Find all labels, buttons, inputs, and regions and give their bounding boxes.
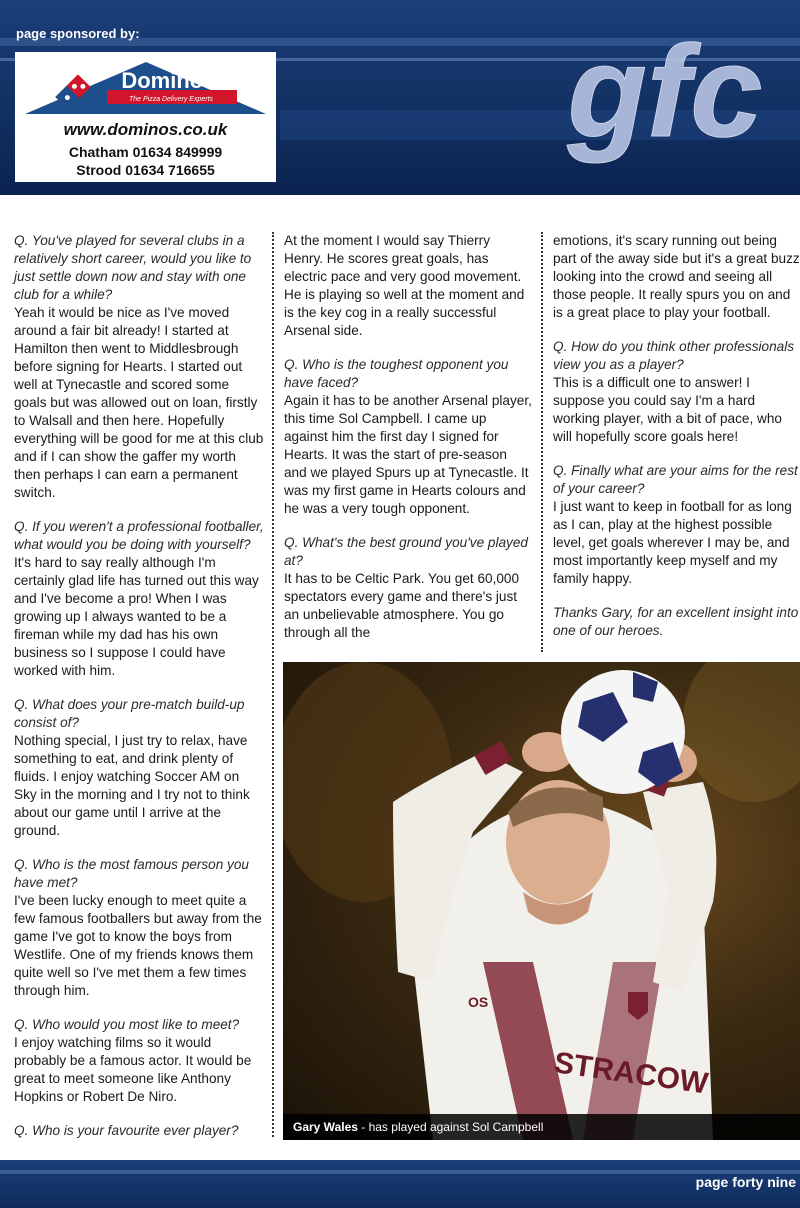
caption-name: Gary Wales [293,1120,358,1134]
page-number: page forty nine [695,1174,796,1190]
closing-note: Thanks Gary, for an excellent insight into one of our heroes. [553,605,799,638]
sponsor-brand: Domino's [121,68,221,93]
answer: Nothing special, I just try to relax, have something to eat, and drink plenty of fluids. I enjoy watching Soccer AM on Sky in the morning and I try not to think about our game until I arrive at the ground. [14,733,250,838]
club-logo-text: gfc [567,18,763,164]
sponsor-ad [15,52,276,182]
question: Q. What's the best ground you've played at? [284,535,528,568]
photo-caption [283,1114,800,1140]
question: Q. Who would you most like to meet? [14,1017,240,1032]
column-divider [272,232,274,1137]
answer: It's hard to say really although I'm certainly glad life has turned out this way and I've become a pro! When I was growing up I always wanted to be a fireman while my dad has his own business so I suppose I could have worked with him. [14,555,259,678]
question: Q. You've played for several clubs in a relatively short career, would you like to just settle down now and stay with one club for a while? [14,233,252,302]
question: Q. Who is the toughest opponent you have faced? [284,357,509,390]
column-divider [541,232,543,652]
player-illustration [283,662,800,1140]
article-column-2 [284,232,532,658]
question: Q. Who is your favourite ever player? [14,1123,239,1138]
answer: It has to be Celtic Park. You get 60,000 spectators every game and there's just an unbelievable atmosphere. You go through all the [284,571,520,640]
answer: At the moment I would say Thierry Henry. He scores great goals, has electric pace and very good movement. He is playing so well at the moment and is the key cog in a really successful Arsenal side. [284,233,525,338]
question: Q. If you weren't a professional footballer, what would you be doing with yourself? [14,519,264,552]
dominos-logo [21,58,270,118]
question: Q. Finally what are your aims for the rest of your career? [553,463,798,496]
answer: Yeah it would be nice as I've moved around a fair bit already! I started at Hamilton then went to Middlesbrough before signing for Hearts. I started out well at Tynecastle and scored some goals but was allowed out on loan, firstly to Walsall and then here. Hopefully everything will be good for me at this club and if I can show the gaffer my worth then perhaps I can earn a permanent switch. [14,305,264,500]
shirt-sponsor-text: STRACOW [552,1046,711,1101]
answer: emotions, it's scary running out being part of the away side but it's a great buzz looking into the crowd and seeing all those people. It really spurs you on and is a great place to play your football. [553,233,800,320]
sponsor-label: page sponsored by: [16,26,140,41]
caption-text: - has played against Sol Campbell [357,1120,544,1134]
question: Q. How do you think other professionals view you as a player? [553,339,795,372]
club-logo [530,18,800,168]
sponsor-url[interactable]: www.dominos.co.uk [63,120,228,139]
answer: I enjoy watching films so it would probably be a famous actor. It would be great to meet someone like Anthony Hopkins or Robert De Niro. [14,1035,252,1104]
answer: Again it has to be another Arsenal player, this time Sol Campbell. I came up against him the first day I signed for Hearts. It was the start of pre-season and we played Spurs up at Tynecastle. It was my first game in Hearts colours and he was a very tough opponent. [284,393,532,516]
article-column-3 [553,232,800,656]
answer: I've been lucky enough to meet quite a few famous footballers but away from the game I've got to know the boys from Westlife. One of my friends knows them quite well so I've met them a few times through him. [14,893,262,998]
sponsor-tagline: The Pizza Delivery Experts [128,96,214,103]
question: Q. What does your pre-match build-up consist of? [14,697,245,730]
answer: I just want to keep in football for as long as I can, play at the highest possible level, get goals wherever I may be, and most importantly keep myself and my family happy. [553,499,792,586]
sponsor-phone-chatham: Chatham 01634 849999 [68,144,223,160]
sponsor-phone-strood: Strood 01634 716655 [76,162,215,178]
article-column-1 [14,232,264,1156]
shirt-brand-text: OS [468,994,489,1010]
player-photo [283,662,800,1140]
question: Q. Who is the most famous person you have met? [14,857,249,890]
header-banner [0,0,800,195]
answer: This is a difficult one to answer! I suppose you could say I'm a hard working player, with a bit of pace, who will hopefully score goals here! [553,375,782,444]
footer-banner [0,1160,800,1208]
